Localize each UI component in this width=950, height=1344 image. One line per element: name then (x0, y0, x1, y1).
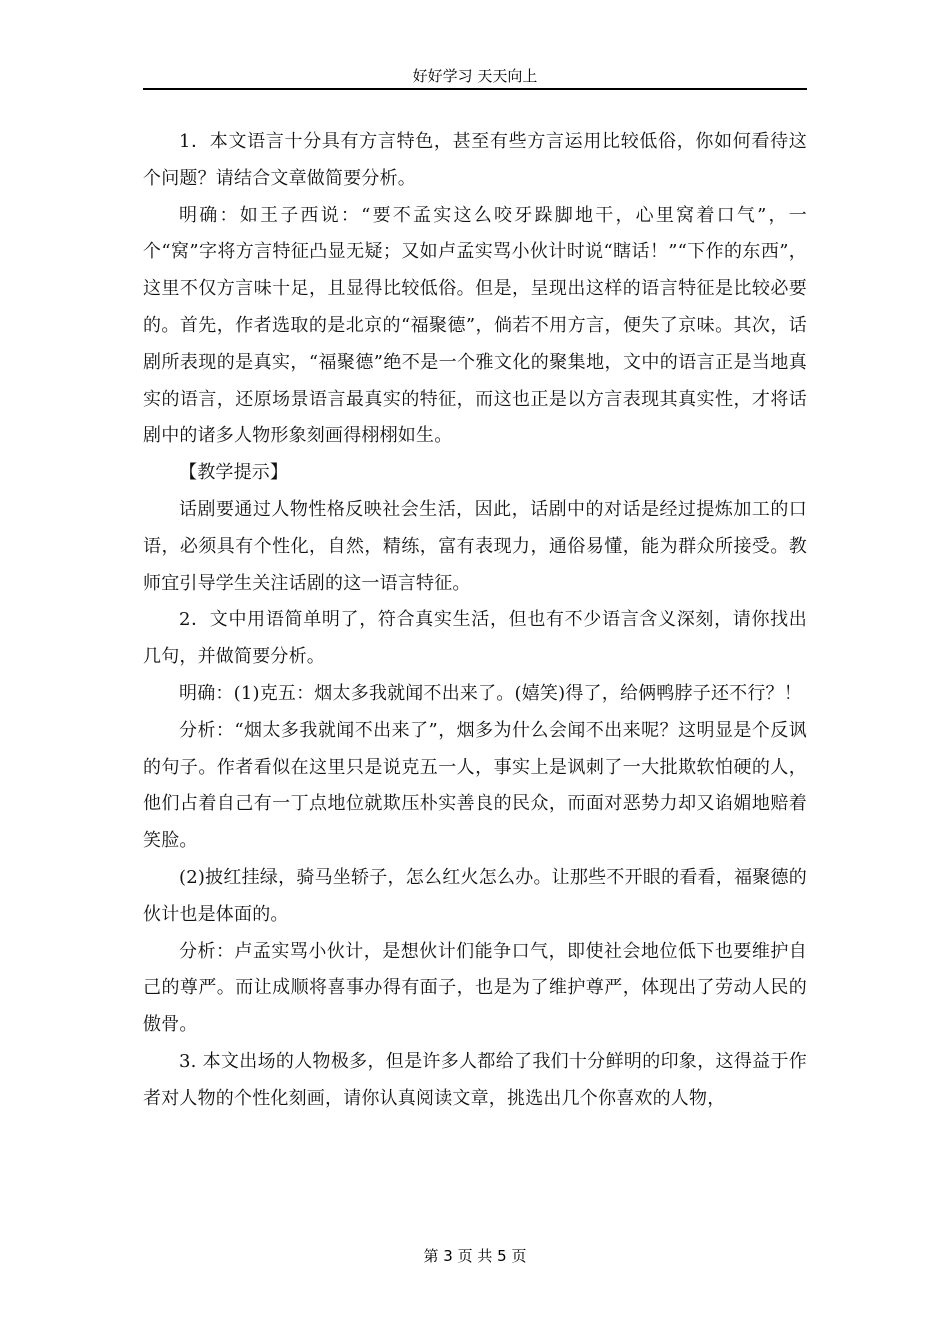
paragraph-answer-2-example-2: (2)披红挂绿，骑马坐轿子，怎么红火怎么办。让那些不开眼的看看，福聚德的伙计也是体面的。 (143, 866, 807, 925)
paragraph-question-2: 2．文中用语简单明了，符合真实生活，但也有不少语言含义深刻，请你找出几句，并做简要分析。 (143, 609, 807, 668)
page-footer: 第 3 页 共 5 页 (423, 1247, 527, 1265)
paragraph-question-3: 3. 本文出场的人物极多，但是许多人都给了我们十分鲜明的印象，这得益于作者对人物的个性化刻画，请你认真阅读文章，挑选出几个你喜欢的人物， (143, 1050, 807, 1109)
header-rule (143, 88, 807, 90)
paragraph-answer-2-example-1: 明确：(1)克五：烟太多我就闻不出来了。(嬉笑)得了，给俩鸭脖子还不行？！ (179, 682, 802, 704)
paragraph-teaching-tip-heading: 【教学提示】 (179, 462, 289, 484)
paragraph-teaching-tip: 话剧要通过人物性格反映社会生活，因此，话剧中的对话是经过提炼加工的口语，必须具有个性化，自然，精练，富有表现力，通俗易懂，能为群众所接受。教师宜引导学生关注话剧的这一语言特征。 (143, 498, 807, 594)
paragraph-analysis-2: 分析：卢孟实骂小伙计，是想伙计们能争口气，即使社会地位低下也要维护自己的尊严。而让成顺将喜事办得有面子，也是为了维护尊严，体现出了劳动人民的傲骨。 (143, 940, 807, 1036)
paragraph-analysis-1: 分析：“烟太多我就闻不出来了”，烟多为什么会闻不出来呢？这明显是个反讽的句子。作者看似在这里只是说克五一人，事实上是讽刺了一大批欺软怕硬的人，他们占着自己有一丁点地位就欺压朴实善良的民众，而面对恶势力却又谄媚地赔着笑脸。 (143, 719, 807, 852)
paragraph-question-1: 1．本文语言十分具有方言特色，甚至有些方言运用比较低俗，你如何看待这个问题？请结合文章做简要分析。 (143, 131, 807, 189)
document-body (143, 124, 807, 1118)
page-header: 好好学习 天天向上 (412, 67, 538, 85)
paragraph-answer-1: 明确：如王子西说：“要不孟实这么咬牙跺脚地干，心里窝着口气”，一个“窝”字将方言特征凸显无疑；又如卢孟实骂小伙计时说“瞎话！”“下作的东西”，这里不仅方言味十足，且显得比较低俗。但是，呈现出这样的语言特征是比较必要的。首先，作者选取的是北京的“福聚德”，倘若不用方言，便失了京味。其次，话剧所表现的是真实，“福聚德”绝不是一个雅文化的聚集地，文中的语言正是当地真实的语言，还原场景语言最真实的特征，而这也正是以方言表现其真实性，才将话剧中的诸多人物形象刻画得栩栩如生。 (143, 204, 807, 447)
